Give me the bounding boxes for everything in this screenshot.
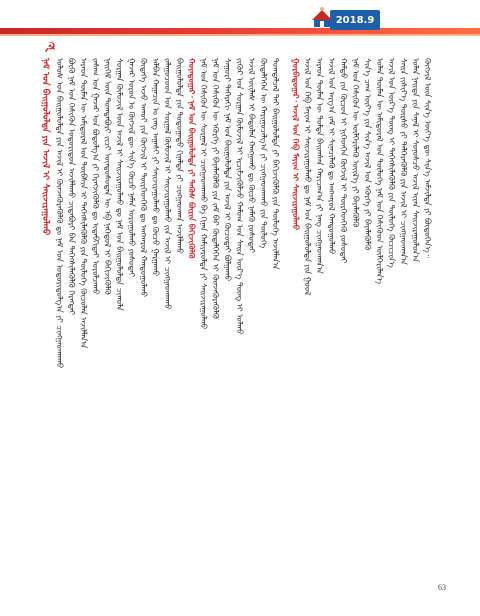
text-column: ᠵᠠᠰᠠᠭ ᠤᠨ ᠭᠠᠵᠠᠷ ᠤᠨ ᠪᠣᠳᠤᠯᠭ᠎ᠠ ᠶᠢ ᠬᠡᠷᠡᠭᠵᠢᠭᠦᠯᠬᠦ ᠳᠤ ᠢᠳᠡᠪᠬᠢᠲᠡᠢ ᠣᠷᠤᠯᠴᠠᠬᠤ xyxy=(91,58,100,295)
text-column: ᠬᠥᠭᠵᠢᠯ ᠦᠨ ᠰᠢᠨ᠎ᠡ ᠦᠶ᠎ᠡ ᠳᠦ ᠰᠢᠨ᠎ᠡ ᠠᠮᠵᠢᠯᠲᠠ ᠶᠢ ᠪᠦᠲᠦᠭᠡᠨ᠎ᠡ᠃ xyxy=(423,58,432,258)
party-emblem-icon: ☭ xyxy=(43,40,57,56)
section-heading: ᠬᠤᠶᠠᠳᠤᠭᠠᠷ᠂ ᠨᠠᠮ ᠤᠨ ᠪᠠᠢᠭᠤᠯᠤᠯᠲᠠ ᠶᠢ ᠲᠡᠭᠦᠰ ᠪᠦᠷᠢᠨ ᠪᠡᠬᠢᠵᠢᠭᠦᠯᠬᠦ xyxy=(187,58,196,259)
text-column: ᠨᠠᠮ ᠤᠨ ᠭᠡᠰᠢᠭᠦᠨ ᠦ ᠦᠯᠭᠡᠷᠢᠯᠡᠬᠦ ᠦᠢᠯ᠎ᠡ ᠶᠢ ᠪᠡᠶᠡᠯᠡᠭᠦᠯᠬᠦ xyxy=(351,58,360,228)
issue-badge: 2018.9 xyxy=(330,10,380,30)
text-column: ᠭᠠᠵᠠᠷ ᠣᠷᠣᠨ ᠤ ᠬᠥᠭᠵᠢᠯ ᠳᠦ ᠰᠢᠨ᠎ᠡ ᠬᠦᠴᠦ ᠨᠡᠮᠡᠨ ᠣᠷᠣᠭᠤᠯᠬᠤ ᠶᠤᠰᠤᠲᠠᠢ xyxy=(127,58,136,278)
text-column: ᠤᠯᠤᠰ ᠤᠨ ᠪᠠᠢᠭᠤᠯᠤᠯᠲᠠ ᠶᠢᠨ ᠠᠵᠢᠯ ᠢ ᠭᠦᠨᠵᠡᠭᠦᠷᠡᠭᠦᠯᠬᠦ ᠳᠤ ᠨᠠᠮ ᠤᠨ ᠤᠳᠤᠷᠢᠳᠤᠯᠭ᠎ᠠ ᠶᠢ ᠴᠢᠩᠭᠠᠳᠬᠠᠬᠤ xyxy=(55,58,64,369)
text-column: ᠰᠠᠢᠨ ᠵᠢᠱᠢᠶ᠎ᠡ ᠳᠦᠷᠰᠦ ᠶᠢ ᠳᠡᠯᠭᠡᠷᠡᠭᠦᠯᠬᠦ ᠶᠢᠨ ᠠᠵᠢᠯ ᠢ ᠴᠢᠩᠭᠠᠳᠬᠠᠨ᠎ᠠ xyxy=(399,58,408,265)
text-column: ᠠᠵᠢᠯ ᠤᠨ ᠠᠷᠭ᠎ᠠ ᠵᠠᠮ ᠢ ᠰᠢᠨᠡᠴᠢᠯᠡᠬᠦ ᠳᠤ ᠠᠩᠬᠠᠷᠤᠯ ᠬᠠᠨᠳᠤᠭᠤᠯᠬᠤ xyxy=(327,58,336,255)
text-column: ᠬᠥᠳᠡᠭᠡ ᠠᠵᠤ ᠠᠬᠤᠢ ᠶᠢᠨ ᠬᠥᠭᠵᠢᠯ ᠢ ᠲᠦᠷᠭᠡᠳᠬᠡᠬᠦ ᠳᠤ ᠠᠩᠬᠠᠷᠤᠯ ᠬᠠᠨᠳᠤᠭᠤᠯᠬᠤ xyxy=(139,58,148,298)
text-column: ᠪᠠᠢᠭᠤᠯᠤᠯᠲᠠ ᠶᠢᠨ ᠳᠣᠲᠣᠭᠠᠳᠤ ᠬᠢᠨᠠᠯᠲᠠ ᠶᠢ ᠴᠢᠩᠭᠠᠳᠬᠠᠨ ᠠᠵᠢᠯᠯᠠᠬᠤ xyxy=(175,58,184,254)
text-column: ᠠᠯᠪᠠᠨ ᠬᠠᠭᠠᠴᠢᠨ ᠤ ᠵᠠᠩ ᠠᠭᠠᠰᠢ ᠶᠢ ᠰᠠᠢᠵᠢᠷᠠᠭᠤᠯᠬᠤ ᠳᠤ ᠬᠦᠴᠦ ᠭᠠᠷᠭᠠᠬᠤ xyxy=(151,58,160,277)
text-column: ᠣᠯᠠᠨ ᠲᠦᠮᠡᠨ ᠦ ᠠᠮᠢᠳᠤᠷᠠᠯ ᠤᠨ ᠲᠥᠯᠦᠭᠡ ᠨᠠᠮ ᠤᠨ ᠭᠡᠰᠢᠭᠦᠳ ᠦᠯᠭᠡᠷᠢᠯᠡᠨ᠎ᠡ xyxy=(375,58,384,285)
text-column: ᠠᠵᠢᠯ ᠤᠨ ᠬᠡᠪ ᠮᠠᠶᠢᠭ ᠢ ᠰᠠᠢᠵᠢᠷᠠᠭᠤᠯᠬᠤ ᠳᠤ ᠨᠠᠮ ᠤᠨ ᠪᠠᠢᠭᠤᠯᠤᠯᠲᠠ ᠶᠢᠨ ᠭᠣᠣᠯ xyxy=(303,58,312,296)
article-title: ᠨᠠᠮ ᠤᠨ ᠪᠠᠢᠭᠤᠯᠤᠯᠲᠠ ᠶᠢᠨ ᠠᠵᠢᠯ ᠢ ᠰᠠᠢᠵᠢᠷᠠᠭᠤᠯᠬᠤ xyxy=(40,58,50,236)
text-column: ᠨᠠᠮ ᠤᠨ ᠭᠡᠰᠢᠭᠦᠨ ᠦ ᠰᠤᠷᠭᠠᠯ ᠢ ᠴᠢᠩᠭᠠᠳᠬᠠᠬᠤ ᠪᠠ ᠬᠢᠨᠠᠨ ᠬᠠᠮᠢᠶᠠᠷᠤᠯᠲᠠ ᠶᠢ ᠰᠠᠢᠵᠢᠷᠠᠭᠤᠯᠬᠤ xyxy=(199,58,208,330)
text-column: ᠣᠯᠠᠨ ᠨᠡᠢᠲᠡ ᠶᠢᠨ ᠰᠠᠨᠠᠯ ᠢ ᠰᠣᠨᠣᠰᠴᠤ ᠠᠵᠢᠯ ᠢᠶᠠᠨ ᠰᠠᠢᠵᠢᠷᠠᠭᠤᠯᠤᠨ᠎ᠠ xyxy=(411,58,420,263)
text-column: ᠰᠠᠭᠤᠷᠢ ᠳᠡᠭᠡᠷᠡᠬᠢ ᠨᠠᠮ ᠤᠨ ᠪᠠᠢᠭᠤᠯᠤᠯᠲᠠ ᠶᠢᠨ ᠠᠵᠢᠯ ᠢ ᠬᠦᠴᠦᠲᠡᠢ ᠪᠣᠯᠭᠠᠬᠤ xyxy=(223,58,232,282)
text-column: ᠵᠢᠭᠦᠷ ᠤᠨ ᠰᠤᠷᠭᠠᠨ ᠬᠦᠮᠦᠵᠢᠯ ᠢ ᠡᠷᠴᠢᠮᠵᠢᠭᠦᠯᠵᠦ ᠬᠠᠮᠤᠭ ᠤᠨ ᠰᠠᠢᠨ ᠦᠷ᠎ᠡ ᠳᠦᠩ ᠢ ᠣᠯᠬᠤ xyxy=(235,58,244,335)
section-heading: ᠭᠤᠷᠪᠠᠳᠤᠭᠠᠷ᠂ ᠠᠵᠢᠯ ᠤᠨ ᠬᠡᠪ ᠮᠠᠶᠢᠭ ᠢ ᠰᠠᠢᠵᠢᠷᠠᠭᠤᠯᠬᠤ xyxy=(291,58,300,231)
text-column: ᠨᠠᠮ ᠤᠨ ᠭᠡᠰᠢᠭᠦᠨ ᠦ ᠡᠭᠦᠷᠭᠡ ᠶᠢ ᠪᠡᠶᠡᠯᠡᠭᠦᠯᠬᠦ ᠶᠢᠨ ᠵᠠᠮ ᠪᠠᠷ ᠬᠥᠳᠡᠯᠭᠡᠭᠡᠨ ᠢ ᠭᠦᠨᠵᠡᠭᠦᠷᠡᠭᠦᠯᠬᠦ xyxy=(211,58,220,319)
text-column: ᠪᠦᠬᠦ ᠨᠠᠮ ᠤᠨ ᠭᠡᠰᠢᠭᠦᠨ ᠤᠳᠤᠷᠢᠳᠤᠨ ᠠᠵᠢᠯᠯᠠᠬᠤ ᠴᠢᠳᠠᠪᠤᠷᠢ ᠪᠡᠨ ᠳᠡᠭᠡᠭᠰᠢᠯᠡᠭᠦᠯᠬᠦ ᠬᠡᠷᠡᠭᠲᠡᠢ xyxy=(67,58,76,316)
text-column: ᠬᠥᠳᠡᠯᠭᠡᠭᠡᠨ ᠦ ᠬᠠᠷᠢᠭᠤᠴᠠᠯᠭ᠎ᠠ ᠶᠢ ᠴᠢᠩᠭᠠᠳᠬᠠᠬᠤ ᠶᠢᠨ ᠲᠥᠯᠦᠭᠡ xyxy=(259,58,268,249)
text-column: ᠠᠷᠠᠳ ᠲᠦᠮᠡᠨ ᠦ ᠠᠮᠢᠳᠤᠷᠠᠯ ᠤᠨ ᠲᠦᠪᠰᠢᠨ ᠢ ᠳᠡᠭᠡᠭᠰᠢᠯᠡᠭᠦᠯᠬᠦ ᠶᠢᠨ ᠲᠥᠯᠦᠭᠡ ᠬᠦᠴᠦᠯᠡᠨ ᠠᠵᠢᠯᠯᠠᠨ᠎ᠠ xyxy=(79,58,88,349)
text-column: ᠨᠡᠢᠭᠡᠮ ᠦᠨ ᠲᠣᠭᠲᠠᠪᠤᠷᠢ ᠵᠢᠴᠢ ᠦᠨᠳᠦᠰᠦᠲᠡᠨ ᠦ ᠡᠪ ᠨᠡᠭᠡᠳᠦᠯ ᠢ ᠪᠡᠬᠢᠵᠢᠭᠦᠯᠬᠦ xyxy=(103,58,112,295)
header-border-accent xyxy=(0,34,480,36)
text-column: ᠵᠠᠯᠠᠭᠤᠴᠤᠳ ᠤᠨ ᠰᠤᠷᠭᠠᠯ ᠬᠥᠮᠦᠵᠢᠯ ᠢ ᠰᠠᠢᠵᠢᠷᠠᠭᠤᠯᠬᠤ ᠶᠢᠨ ᠠᠵᠢᠯ ᠢ ᠴᠢᠩᠭᠠᠳᠬᠠᠬᠤ xyxy=(163,58,172,310)
text-column: ᠬᠠᠮᠲᠤ ᠶᠢᠨ ᠬᠦᠴᠦᠨ ᠢ ᠨᠢᠭᠡᠳᠭᠡᠨ ᠬᠥᠭᠵᠢᠯ ᠢ ᠲᠦᠷᠭᠡᠳᠬᠡᠬᠦ ᠶᠤᠰᠤᠲᠠᠢ xyxy=(339,58,348,264)
text-column: ᠠᠵᠢᠯ ᠦᠢᠯᠡᠰ ᠢ ᠪᠠᠲᠤᠯᠠᠨ ᠬᠠᠩᠭᠠᠬᠤ ᠳᠤ ᠬᠦᠴᠦ ᠨᠡᠮᠡᠬᠦ ᠶᠤᠰᠤᠲᠠᠢ xyxy=(247,58,256,253)
page-number: 63 xyxy=(438,583,446,592)
article-body xyxy=(40,58,440,578)
text-column: ᠲᠣᠭᠲᠠᠯᠴᠠᠯ ᠲᠠᠢ ᠪᠠᠢᠭᠤᠯᠤᠯᠲᠠ ᠶᠢ ᠪᠡᠬᠢᠵᠢᠭᠦᠯᠬᠦ ᠶᠢᠨ ᠲᠥᠯᠦᠭᠡ ᠠᠵᠢᠯᠯᠠᠨ᠎ᠠ xyxy=(271,58,280,270)
text-column: ᠰᠢᠨ᠎ᠡ ᠴᠠᠭ ᠦᠶ᠎ᠡ ᠶᠢᠨ ᠰᠢᠨ᠎ᠡ ᠠᠵᠢᠯ ᠤᠨ ᠡᠭᠦᠷᠭᠡ ᠶᠢ ᠪᠡᠶᠡᠯᠡᠭᠦᠯᠬᠦ xyxy=(363,58,372,251)
text-column: ᠰᠤᠷᠭᠠᠨ ᠬᠦᠮᠦᠵᠢᠯ ᠦᠨ ᠠᠵᠢᠯ ᠢ ᠰᠠᠢᠵᠢᠷᠠᠭᠤᠯᠬᠤ ᠳᠤ ᠨᠠᠮ ᠤᠨ ᠪᠠᠢᠭᠤᠯᠤᠯᠲᠠ ᠴᠢᠬᠤᠯᠠ xyxy=(115,58,124,311)
text-column: ᠠᠵᠢᠯ ᠤᠨ ᠦᠷ᠎ᠡ ᠳᠦᠩ ᠢ ᠳᠡᠭᠡᠭᠰᠢᠯᠡᠭᠦᠯᠬᠦ ᠶᠢᠨ ᠲᠥᠯᠦᠭᠡ ᠬᠦᠴᠢᠴᠢᠨ᠎ᠡ xyxy=(387,58,396,268)
text-column: ᠠᠷᠠᠳ ᠲᠦᠮᠡᠨ ᠦ ᠳᠤᠮᠳᠠ ᠪᠠᠢᠭᠰᠠᠨ ᠬᠠᠷᠢᠴᠠᠭ᠎ᠠ ᠶᠢ ᠨᠡᠩ ᠴᠢᠩᠭᠠᠳᠬᠠᠨ᠎ᠠ xyxy=(315,58,324,274)
column-gap xyxy=(282,58,288,578)
